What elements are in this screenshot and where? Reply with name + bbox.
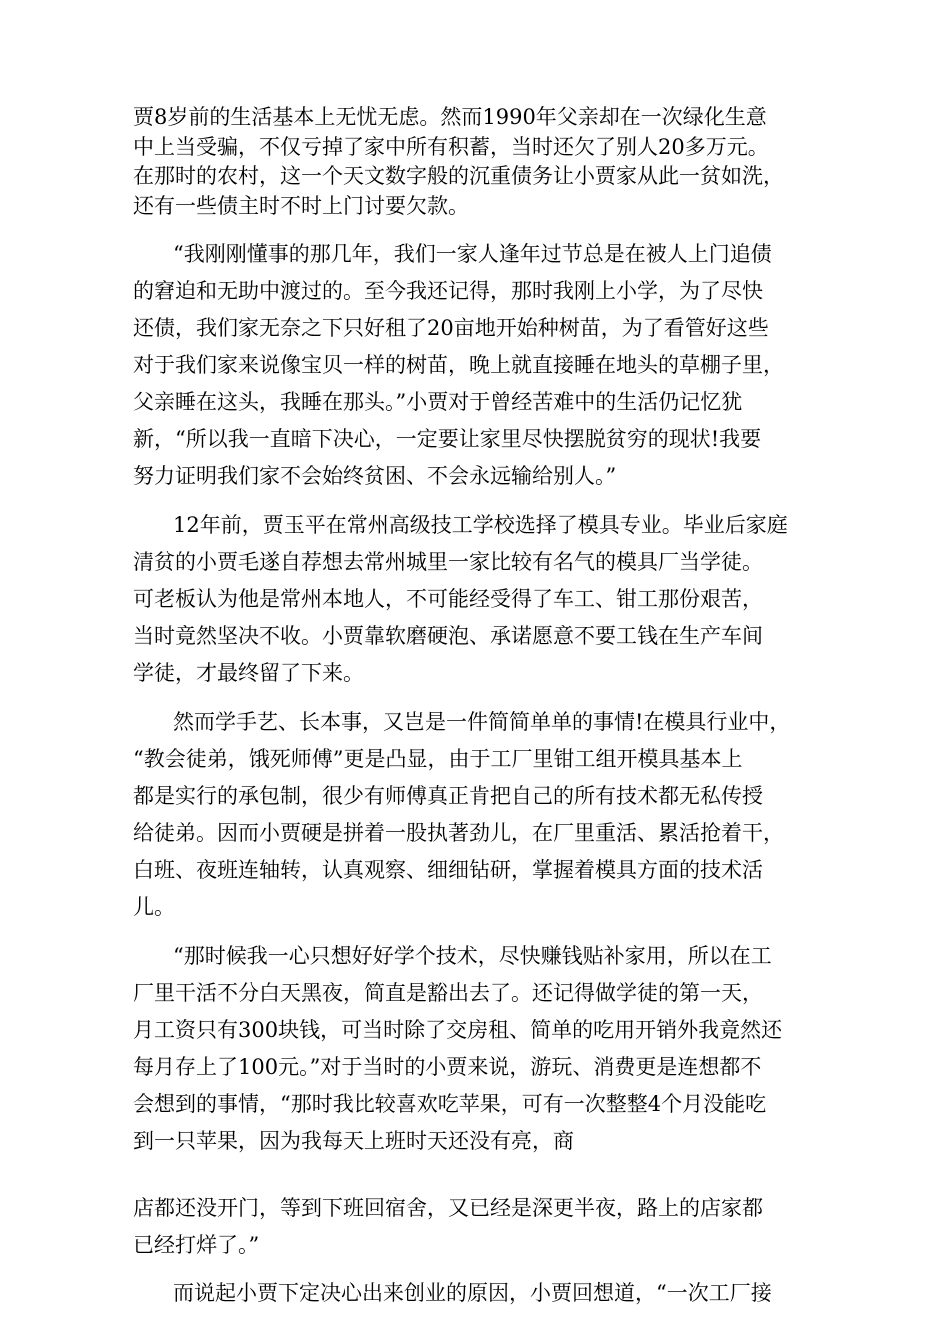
text-line: 当时竟然坚决不收。小贾靠软磨硬泡、承诺愿意不要工钱在生产车间 — [133, 624, 763, 648]
text-line: 给徒弟。因而小贾硬是拼着一股执著劲儿，在厂里重活、累活抢着干， — [133, 821, 784, 845]
text-line: 在那时的农村，这一个天文数字般的沉重债务让小贾家从此一贫如洗， — [133, 164, 784, 188]
text-line: 可老板认为他是常州本地人，不可能经受得了车工、钳工那份艰苦， — [133, 587, 763, 611]
text-line: 厂里干活不分白天黑夜，简直是豁出去了。还记得做学徒的第一天， — [133, 981, 763, 1005]
text-line: 12年前，贾玉平在常州高级技工学校选择了模具专业。毕业后家庭 — [173, 513, 788, 537]
text-line: “那时候我一心只想好好学个技术，尽快赚钱贴补家用，所以在工 — [173, 944, 772, 968]
text-line: 店都还没开门，等到下班回宿舍，又已经是深更半夜，路上的店家都 — [133, 1196, 763, 1220]
text-line: “教会徒弟，饿死师傅”更是凸显，由于工厂里钳工组开模具基本上 — [133, 747, 743, 771]
text-line: 学徒，才最终留了下来。 — [133, 661, 364, 685]
text-line: 贾8岁前的生活基本上无忧无虑。然而1990年父亲却在一次绿化生意 — [133, 105, 767, 129]
text-line: 新，“所以我一直暗下决心，一定要让家里尽快摆脱贫穷的现状!我要 — [133, 427, 762, 451]
text-line: 中上当受骗，不仅亏掉了家中所有积蓄，当时还欠了别人20多万元。 — [133, 135, 769, 159]
text-line: 会想到的事情，“那时我比较喜欢吃苹果，可有一次整整4个月没能吃 — [133, 1092, 767, 1116]
text-line: “我刚刚懂事的那几年，我们一家人逢年过节总是在被人上门追债 — [173, 242, 772, 266]
text-line: 到一只苹果，因为我每天上班时天还没有亮，商 — [133, 1129, 574, 1153]
text-line: 对于我们家来说像宝贝一样的树苗，晚上就直接睡在地头的草棚子里， — [133, 353, 784, 377]
text-line: 而说起小贾下定决心出来创业的原因，小贾回想道，“一次工厂接 — [173, 1281, 772, 1305]
text-line: 儿。 — [133, 895, 175, 919]
text-line: 父亲睡在这头，我睡在那头。”小贾对于曾经苦难中的生活仍记忆犹 — [133, 390, 743, 414]
text-line: 努力证明我们家不会始终贫困、不会永远输给别人。” — [133, 464, 617, 488]
text-line: 的窘迫和无助中渡过的。至今我还记得，那时我刚上小学，为了尽快 — [133, 279, 763, 303]
text-line: 每月存上了100元。”对于当时的小贾来说，游玩、消费更是连想都不 — [133, 1055, 762, 1079]
text-line: 然而学手艺、长本事，又岂是一件简简单单的事情!在模具行业中， — [173, 710, 791, 734]
text-line: 月工资只有300块钱，可当时除了交房租、简单的吃用开销外我竟然还 — [133, 1018, 783, 1042]
text-line: 已经打烊了。” — [133, 1233, 260, 1257]
text-line: 都是实行的承包制，很少有师傅真正肯把自己的所有技术都无私传授 — [133, 784, 763, 808]
text-line: 还有一些债主时不时上门讨要欠款。 — [133, 194, 469, 218]
text-line: 还债，我们家无奈之下只好租了20亩地开始种树苗，为了看管好这些 — [133, 316, 769, 340]
text-line: 清贫的小贾毛遂自荐想去常州城里一家比较有名气的模具厂当学徒。 — [133, 550, 763, 574]
text-line: 白班、夜班连轴转，认真观察、细细钻研，掌握着模具方面的技术活 — [133, 858, 763, 882]
